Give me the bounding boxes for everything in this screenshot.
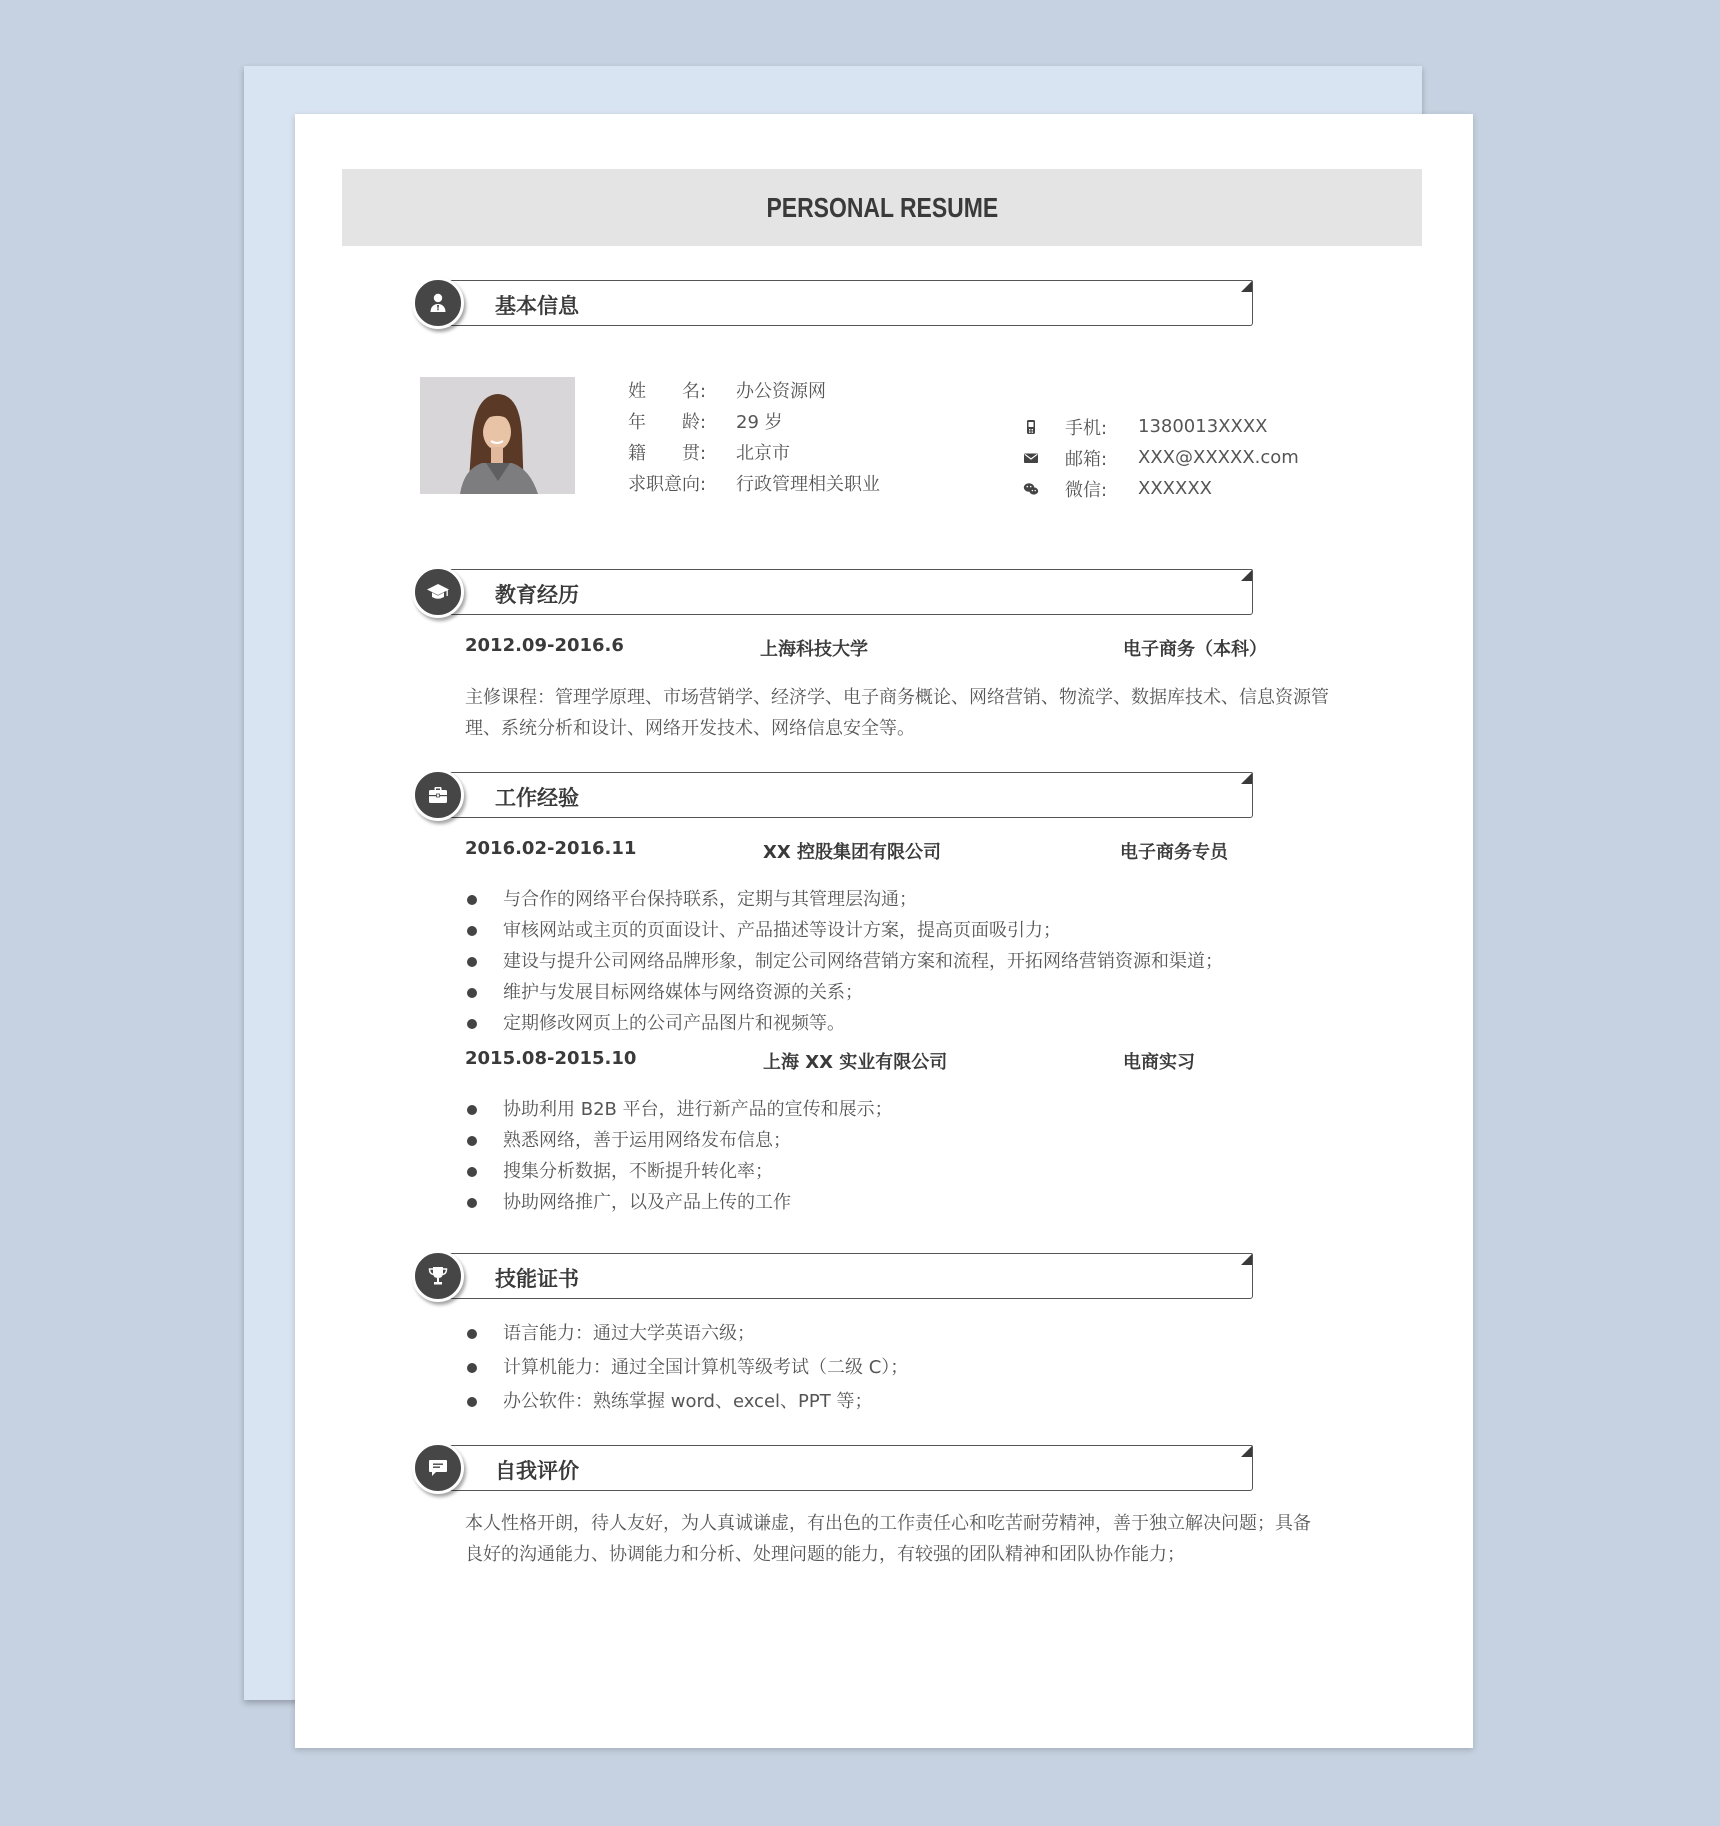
work-company: 上海 XX 实业有限公司: [763, 1052, 948, 1073]
education-major: 电子商务（本科）: [1123, 639, 1267, 660]
wechat-icon: [1023, 481, 1039, 497]
phone-value: 1380013XXXX: [1138, 416, 1268, 437]
list-item: 维护与发展目标网络媒体与网络资源的关系；: [465, 977, 1335, 1008]
list-item: 熟悉网络，善于运用网络发布信息；: [465, 1125, 1335, 1156]
info-row-name: 姓 名: 办公资源网: [628, 377, 880, 408]
graduation-cap-icon: [412, 566, 464, 618]
section-header-self: [412, 1442, 1262, 1496]
education-courses: 主修课程：管理学原理、市场营销学、经济学、电子商务概论、网络营销、物流学、数据库技术、信息资源管 理、系统分析和设计、网络开发技术、网络信息安全等。: [465, 687, 1329, 739]
section-header-education: [412, 566, 1262, 620]
briefcase-icon: [412, 769, 464, 821]
list-item: 计算机能力：通过全国计算机等级考试（二级 C）；: [465, 1352, 1335, 1386]
work-company: XX 控股集团有限公司: [763, 842, 942, 863]
list-item: 办公软件：熟练掌握 word、excel、PPT 等；: [465, 1386, 1335, 1420]
section-title-self: 自我评价: [495, 1459, 579, 1483]
contact-row-wechat: 微信: XXXXXX: [1023, 473, 1299, 504]
education-school: 上海科技大学: [760, 639, 868, 660]
education-period: 2012.09-2016.6: [465, 635, 624, 656]
list-item: 协助网络推广，以及产品上传的工作: [465, 1187, 1335, 1218]
age-value: 29 岁: [736, 412, 783, 433]
work-duties-2: [465, 1094, 1335, 1218]
chat-icon: [412, 1442, 464, 1494]
work-duties-1: [465, 884, 1335, 1039]
work-period: 2016.02-2016.11: [465, 838, 637, 859]
list-item: 搜集分析数据，不断提升转化率；: [465, 1156, 1335, 1187]
info-row-origin: 籍 贯: 北京市: [628, 439, 880, 470]
list-item: 建设与提升公司网络品牌形象，制定公司网络营销方案和流程，开拓网络营销资源和渠道；: [465, 946, 1335, 977]
section-title-basic: 基本信息: [495, 294, 579, 318]
section-header-work: [412, 769, 1262, 823]
mail-icon: [1023, 450, 1039, 466]
work-period: 2015.08-2015.10: [465, 1048, 637, 1069]
contact-row-email: 邮箱: XXX@XXXXX.com: [1023, 442, 1299, 473]
info-row-age: 年 龄: 29 岁: [628, 408, 880, 439]
list-item: 审核网站或主页的页面设计、产品描述等设计方案，提高页面吸引力；: [465, 915, 1335, 946]
list-item: 与合作的网络平台保持联系，定期与其管理层沟通；: [465, 884, 1335, 915]
page-title: PERSONAL RESUME: [766, 191, 998, 223]
name-value: 办公资源网: [736, 381, 826, 402]
section-title-work: 工作经验: [495, 786, 579, 810]
section-header-skills: [412, 1250, 1262, 1304]
self-evaluation-text: 本人性格开朗，待人友好，为人真诚谦虚，有出色的工作责任心和吃苦耐劳精神，善于独立解决问题；具备 良好的沟通能力、协调能力和分析、处理问题的能力，有较强的团队精神和团队协作能力；: [465, 1513, 1311, 1565]
work-position: 电子商务专员: [1120, 842, 1228, 863]
section-title-education: 教育经历: [495, 583, 579, 607]
list-item: 协助利用 B2B 平台，进行新产品的宣传和展示；: [465, 1094, 1335, 1125]
wechat-value: XXXXXX: [1138, 478, 1212, 499]
resume-page: [295, 114, 1473, 1748]
phone-icon: [1023, 419, 1039, 435]
contact-info: [1023, 411, 1299, 504]
list-item: 语言能力：通过大学英语六级；: [465, 1318, 1335, 1352]
profile-photo: [420, 377, 575, 494]
origin-value: 北京市: [736, 443, 790, 464]
email-value: XXX@XXXXX.com: [1138, 447, 1299, 468]
intent-value: 行政管理相关职业: [736, 474, 880, 495]
info-row-intent: 求职意向: 行政管理相关职业: [628, 470, 880, 501]
skills-list: [465, 1318, 1335, 1420]
user-icon: [412, 277, 464, 329]
contact-row-phone: 手机: 1380013XXXX: [1023, 411, 1299, 442]
trophy-icon: [412, 1250, 464, 1302]
basic-info-left: [628, 377, 880, 501]
work-position: 电商实习: [1123, 1052, 1195, 1073]
section-title-skills: 技能证书: [495, 1267, 579, 1291]
list-item: 定期修改网页上的公司产品图片和视频等。: [465, 1008, 1335, 1039]
title-banner: [342, 169, 1422, 246]
section-header-basic: [412, 277, 1262, 331]
